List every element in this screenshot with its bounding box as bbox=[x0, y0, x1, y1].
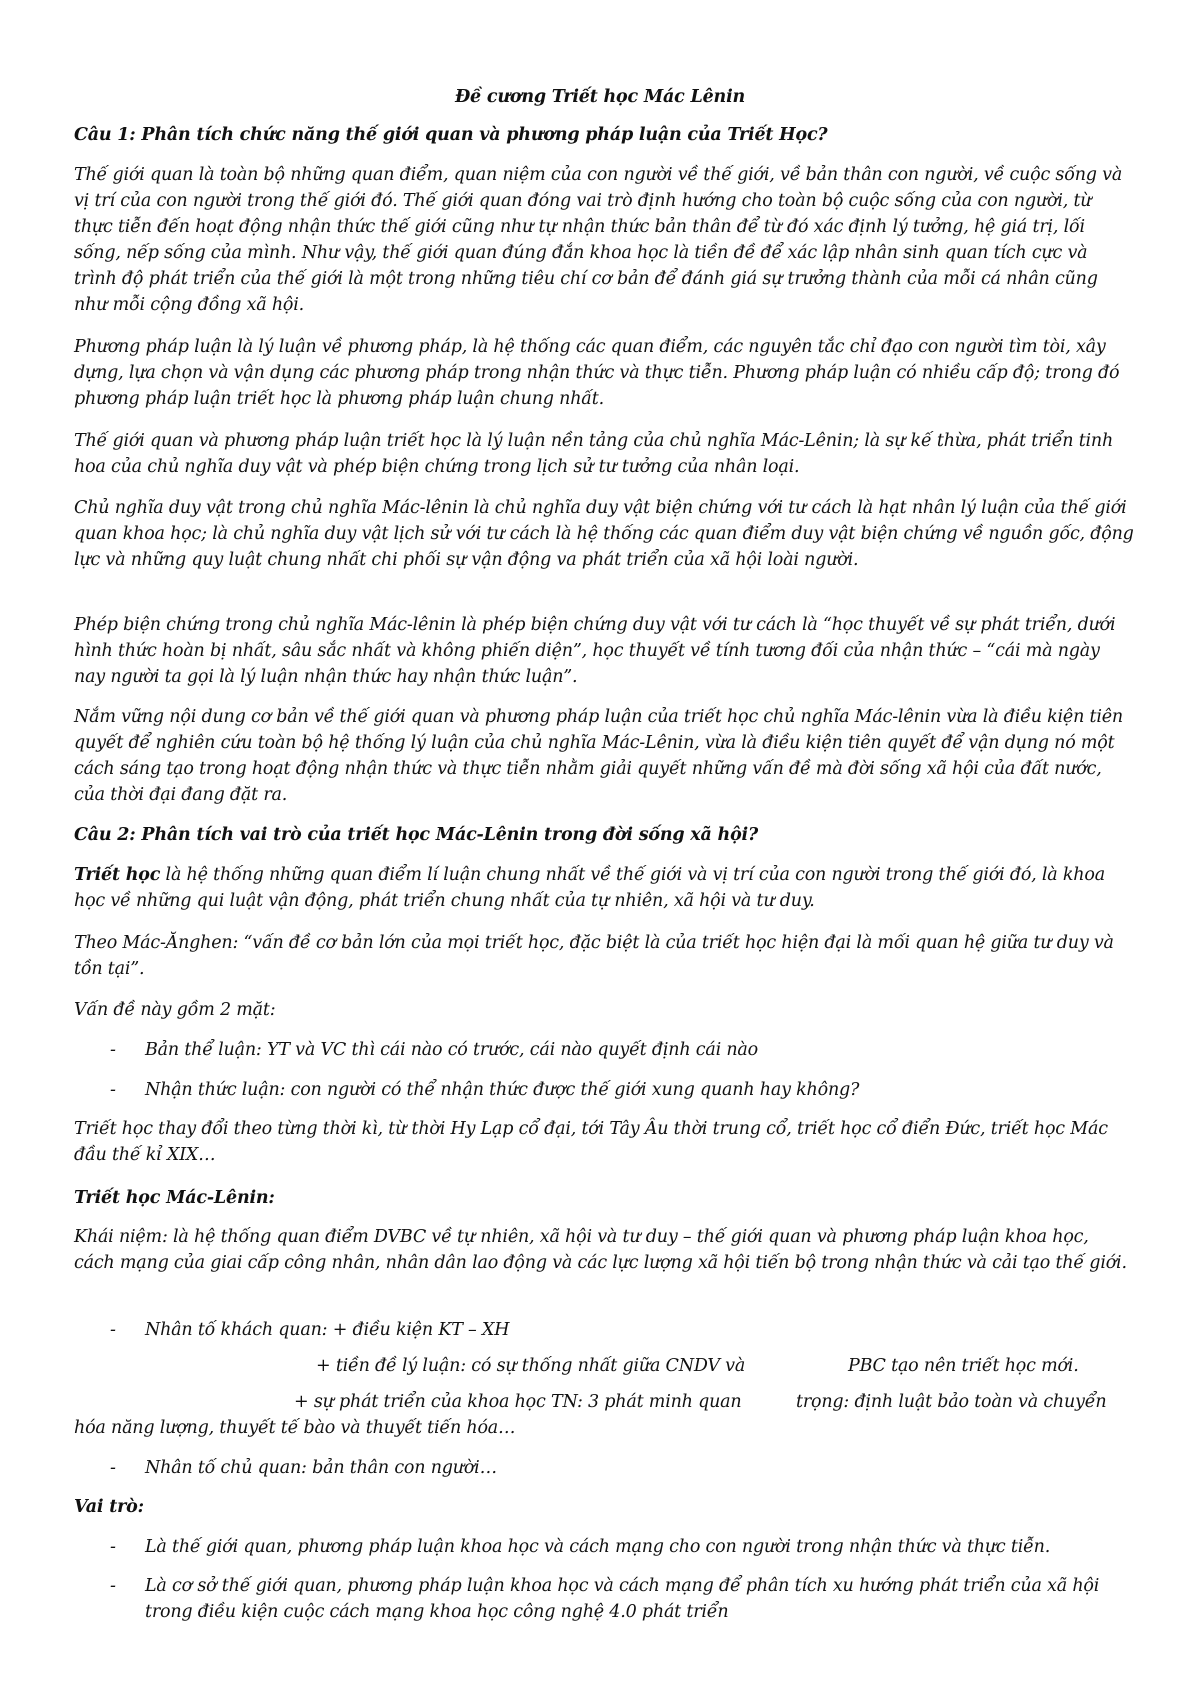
subheading-vai-tro: Vai trò: bbox=[74, 1497, 144, 1517]
factor-objective-line-3b: trọng: định luật bảo toàn và chuyển bbox=[796, 1392, 1107, 1412]
list-bullet: - bbox=[110, 1458, 116, 1478]
list-bullet: - bbox=[110, 1080, 116, 1100]
list-bullet: - bbox=[110, 1320, 116, 1340]
list-item: Bản thể luận: YT và VC thì cái nào có trước, cái nào quyết định cái nào bbox=[145, 1040, 758, 1060]
factor-objective: Nhân tố khách quan: + điều kiện KT – XH bbox=[145, 1320, 510, 1340]
list-bullet: - bbox=[110, 1576, 116, 1596]
q2-paragraph-5: Khái niệm: là hệ thống quan điểm DVBC về tự nhiên, xã hội và tư duy – thế giới quan và phương pháp luận khoa học, cách mạng của giai cấp công nhân, nhân dân lao động và các lực lượng xã hội tiến bộ trong nhận thức và cải tạo thế giới. bbox=[74, 1227, 1127, 1273]
q2-paragraph-3: Vấn đề này gồm 2 mặt: bbox=[74, 1000, 276, 1020]
q2-paragraph-2: Theo Mác-Ănghen: “vấn đề cơ bản lớn của mọi triết học, đặc biệt là của triết học hiện đại là mối quan hệ giữa tư duy và tồn tại”. bbox=[74, 933, 1114, 979]
q1-paragraph-1: Thế giới quan là toàn bộ những quan điểm, quan niệm của con người về thế giới, về bản thân con người, về cuộc sống và vị trí của con người trong thế giới đó. Thế giới quan đóng vai trò định hướng cho toàn bộ cuộc sống của con người, từ thực tiễn đến hoạt động nhận thức thế giới cũng như tự nhận thức bản thân để từ đó xác định lý tưởng, hệ giá trị, lối sống, nếp sống của mình. Như vậy, thế giới quan đúng đắn khoa học là tiền đề để xác lập nhân sinh quan tích cực và trình độ phát triển của thế giới là một trong những tiêu chí cơ bản để đánh giá sự trưởng thành của mỗi cá nhân cũng như mỗi cộng đồng xã hội. bbox=[74, 165, 1123, 315]
q1-paragraph-2: Phương pháp luận là lý luận về phương pháp, là hệ thống các quan điểm, các nguyên tắc chỉ đạo con người tìm tòi, xây dựng, lựa chọn và vận dụng các phương pháp trong nhận thức và thực tiễn. Phương pháp luận có nhiều cấp độ; trong đó phương pháp luận triết học là phương pháp luận chung nhất. bbox=[74, 337, 1120, 409]
factor-objective-line-2a: + tiền đề lý luận: có sự thống nhất giữa CNDV và bbox=[316, 1356, 746, 1376]
term-triet-hoc: Triết học bbox=[74, 865, 161, 885]
factor-subjective: Nhân tố chủ quan: bản thân con người… bbox=[145, 1458, 497, 1478]
q2-paragraph-1 bbox=[74, 862, 1134, 914]
question-1-heading: Câu 1: Phân tích chức năng thế giới quan và phương pháp luận của Triết Học? bbox=[74, 125, 828, 145]
q1-paragraph-4: Chủ nghĩa duy vật trong chủ nghĩa Mác-lênin là chủ nghĩa duy vật biện chứng với tư cách là hạt nhân lý luận của thế giới quan khoa học; là chủ nghĩa duy vật lịch sử với tư cách là hệ thống các quan điểm duy vật biện chứng về nguồn gốc, động lực và những quy luật chung nhất chi phối sự vận động va phát triển của xã hội loài người. bbox=[74, 498, 1134, 570]
factor-objective-line-2b: PBC tạo nên triết học mới. bbox=[848, 1356, 1079, 1376]
question-2-heading: Câu 2: Phân tích vai trò của triết học Mác-Lênin trong đời sống xã hội? bbox=[74, 825, 759, 845]
list-item: Nhận thức luận: con người có thể nhận thức được thế giới xung quanh hay không? bbox=[145, 1080, 860, 1100]
role-item: Là cơ sở thế giới quan, phương pháp luận khoa học và cách mạng để phân tích xu hướng phát triển của xã hội trong điều kiện cuộc cách mạng khoa học công nghệ 4.0 phát triển bbox=[145, 1576, 1100, 1622]
q1-paragraph-5: Phép biện chứng trong chủ nghĩa Mác-lênin là phép biện chứng duy vật với tư cách là “học thuyết về sự phát triển, dưới hình thức hoàn bị nhất, sâu sắc nhất và không phiến diện”, học thuyết về tính tương đối của nhận thức – “cái mà ngày nay người ta gọi là lý luận nhận thức hay nhận thức luận”. bbox=[74, 615, 1116, 687]
document-title: Đề cương Triết học Mác Lênin bbox=[454, 87, 746, 107]
list-bullet: - bbox=[110, 1040, 116, 1060]
factor-objective-line-4: hóa năng lượng, thuyết tế bào và thuyết tiến hóa… bbox=[74, 1418, 516, 1438]
role-item: Là thế giới quan, phương pháp luận khoa học và cách mạng cho con người trong nhận thức và thực tiễn. bbox=[145, 1537, 1051, 1557]
factor-objective-line-3a: + sự phát triển của khoa học TN: 3 phát minh quan bbox=[294, 1392, 742, 1412]
q1-paragraph-6: Nắm vững nội dung cơ bản về thế giới quan và phương pháp luận của triết học chủ nghĩa Mác-lênin vừa là điều kiện tiên quyết để nghiên cứu toàn bộ hệ thống lý luận của chủ nghĩa Mác-Lênin, vừa là điều kiện tiên quyết để vận dụng nó một cách sáng tạo trong hoạt động nhận thức và thực tiễn nhằm giải quyết những vấn đề mà đời sống xã hội của đất nước, của thời đại đang đặt ra. bbox=[74, 707, 1123, 805]
list-bullet: - bbox=[110, 1537, 116, 1557]
q1-paragraph-3: Thế giới quan và phương pháp luận triết học là lý luận nền tảng của chủ nghĩa Mác-Lênin; là sự kế thừa, phát triển tinh hoa của chủ nghĩa duy vật và phép biện chứng trong lịch sử tư tưởng của nhân loại. bbox=[74, 431, 1114, 477]
q2-paragraph-1-text: là hệ thống những quan điểm lí luận chung nhất về thế giới và vị trí của con người trong thế giới đó, là khoa học về những qui luật vận động, phát triển chung nhất của tự nhiên, xã hội và tư duy. bbox=[74, 865, 1105, 911]
q2-paragraph-4: Triết học thay đổi theo từng thời kì, từ thời Hy Lạp cổ đại, tới Tây Âu thời trung cổ, triết học cổ điển Đức, triết học Mác đầu thế kỉ XIX… bbox=[74, 1119, 1108, 1165]
subheading-triet-hoc-mac-lenin: Triết học Mác-Lênin: bbox=[74, 1188, 275, 1208]
